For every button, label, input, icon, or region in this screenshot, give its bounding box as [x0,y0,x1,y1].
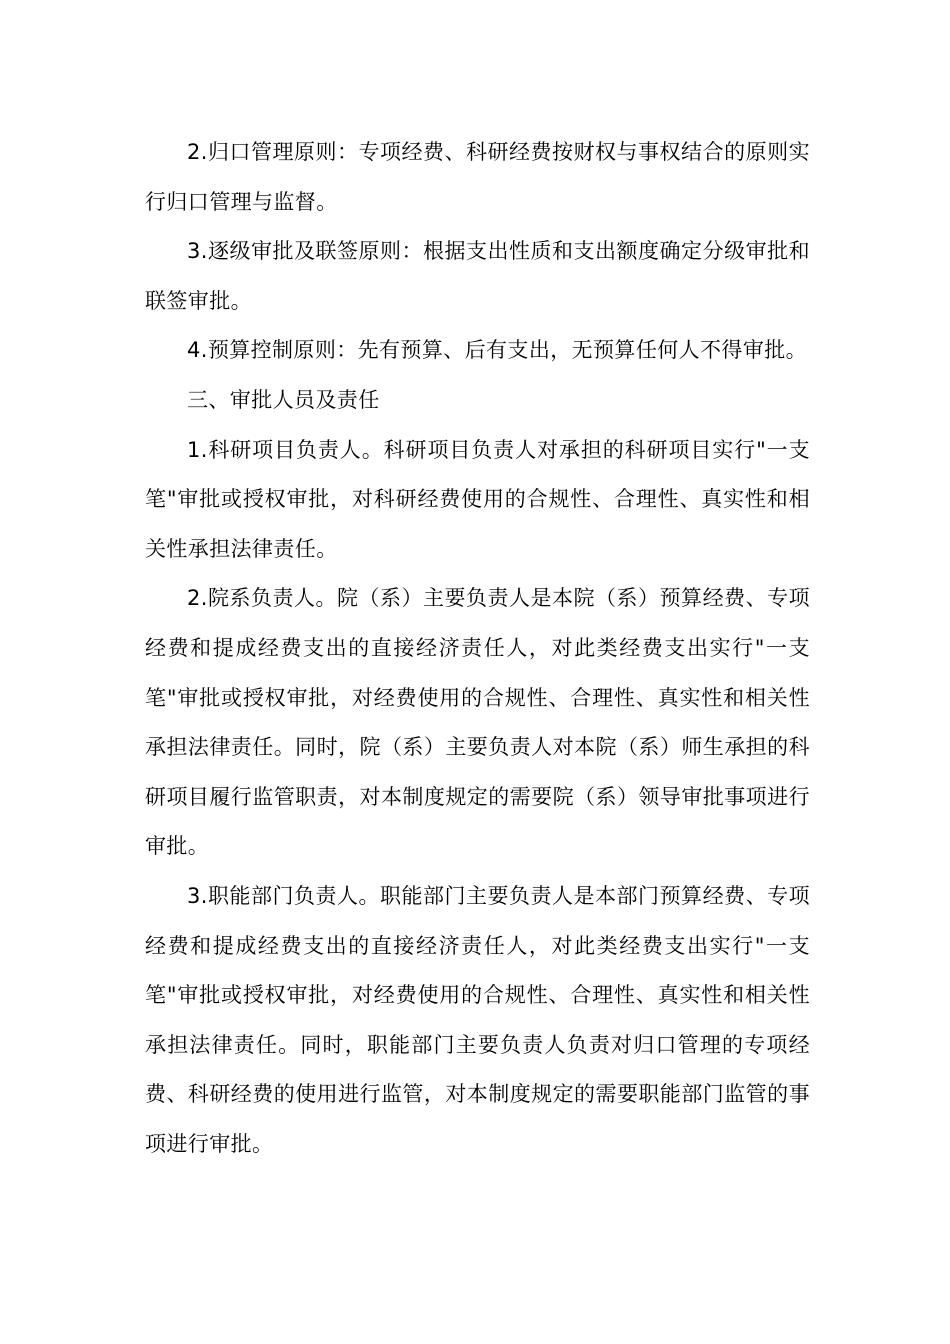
functional-dept-head-paragraph: 3.职能部门负责人。职能部门主要负责人是本部门预算经费、专项经费和提成经费支出的直接经济责任人，对此类经费支出实行"一支笔"审批或授权审批，对经费使用的合规性、合理性、真实性和相关性承担法律责任。同时，职能部门主要负责人负责对归口管理的专项经费、科研经费的使用进行监管，对本制度规定的需要职能部门监管的事项进行审批。 [145,883,810,1156]
principle-4-paragraph: 4.预算控制原则：先有预算、后有支出，无预算任何人不得审批。 [187,338,808,363]
principle-3-paragraph: 3.逐级审批及联签原则：根据支出性质和支出额度确定分级审批和联签审批。 [145,239,810,313]
principle-2-paragraph: 2.归口管理原则：专项经费、科研经费按财权与事权结合的原则实行归口管理与监督。 [145,140,810,214]
document-body [145,128,810,1169]
section-3-heading: 三、审批人员及责任 [187,387,380,412]
research-project-lead-paragraph: 1.科研项目负责人。科研项目负责人对承担的科研项目实行"一支笔"审批或授权审批，对科研经费使用的合规性、合理性、真实性和相关性承担法律责任。 [145,437,810,561]
department-head-paragraph: 2.院系负责人。院（系）主要负责人是本院（系）预算经费、专项经费和提成经费支出的直接经济责任人，对此类经费支出实行"一支笔"审批或授权审批，对经费使用的合规性、合理性、真实性和相关性承担法律责任。同时，院（系）主要负责人对本院（系）师生承担的科研项目履行监管职责，对本制度规定的需要院（系）领导审批事项进行审批。 [145,586,810,859]
